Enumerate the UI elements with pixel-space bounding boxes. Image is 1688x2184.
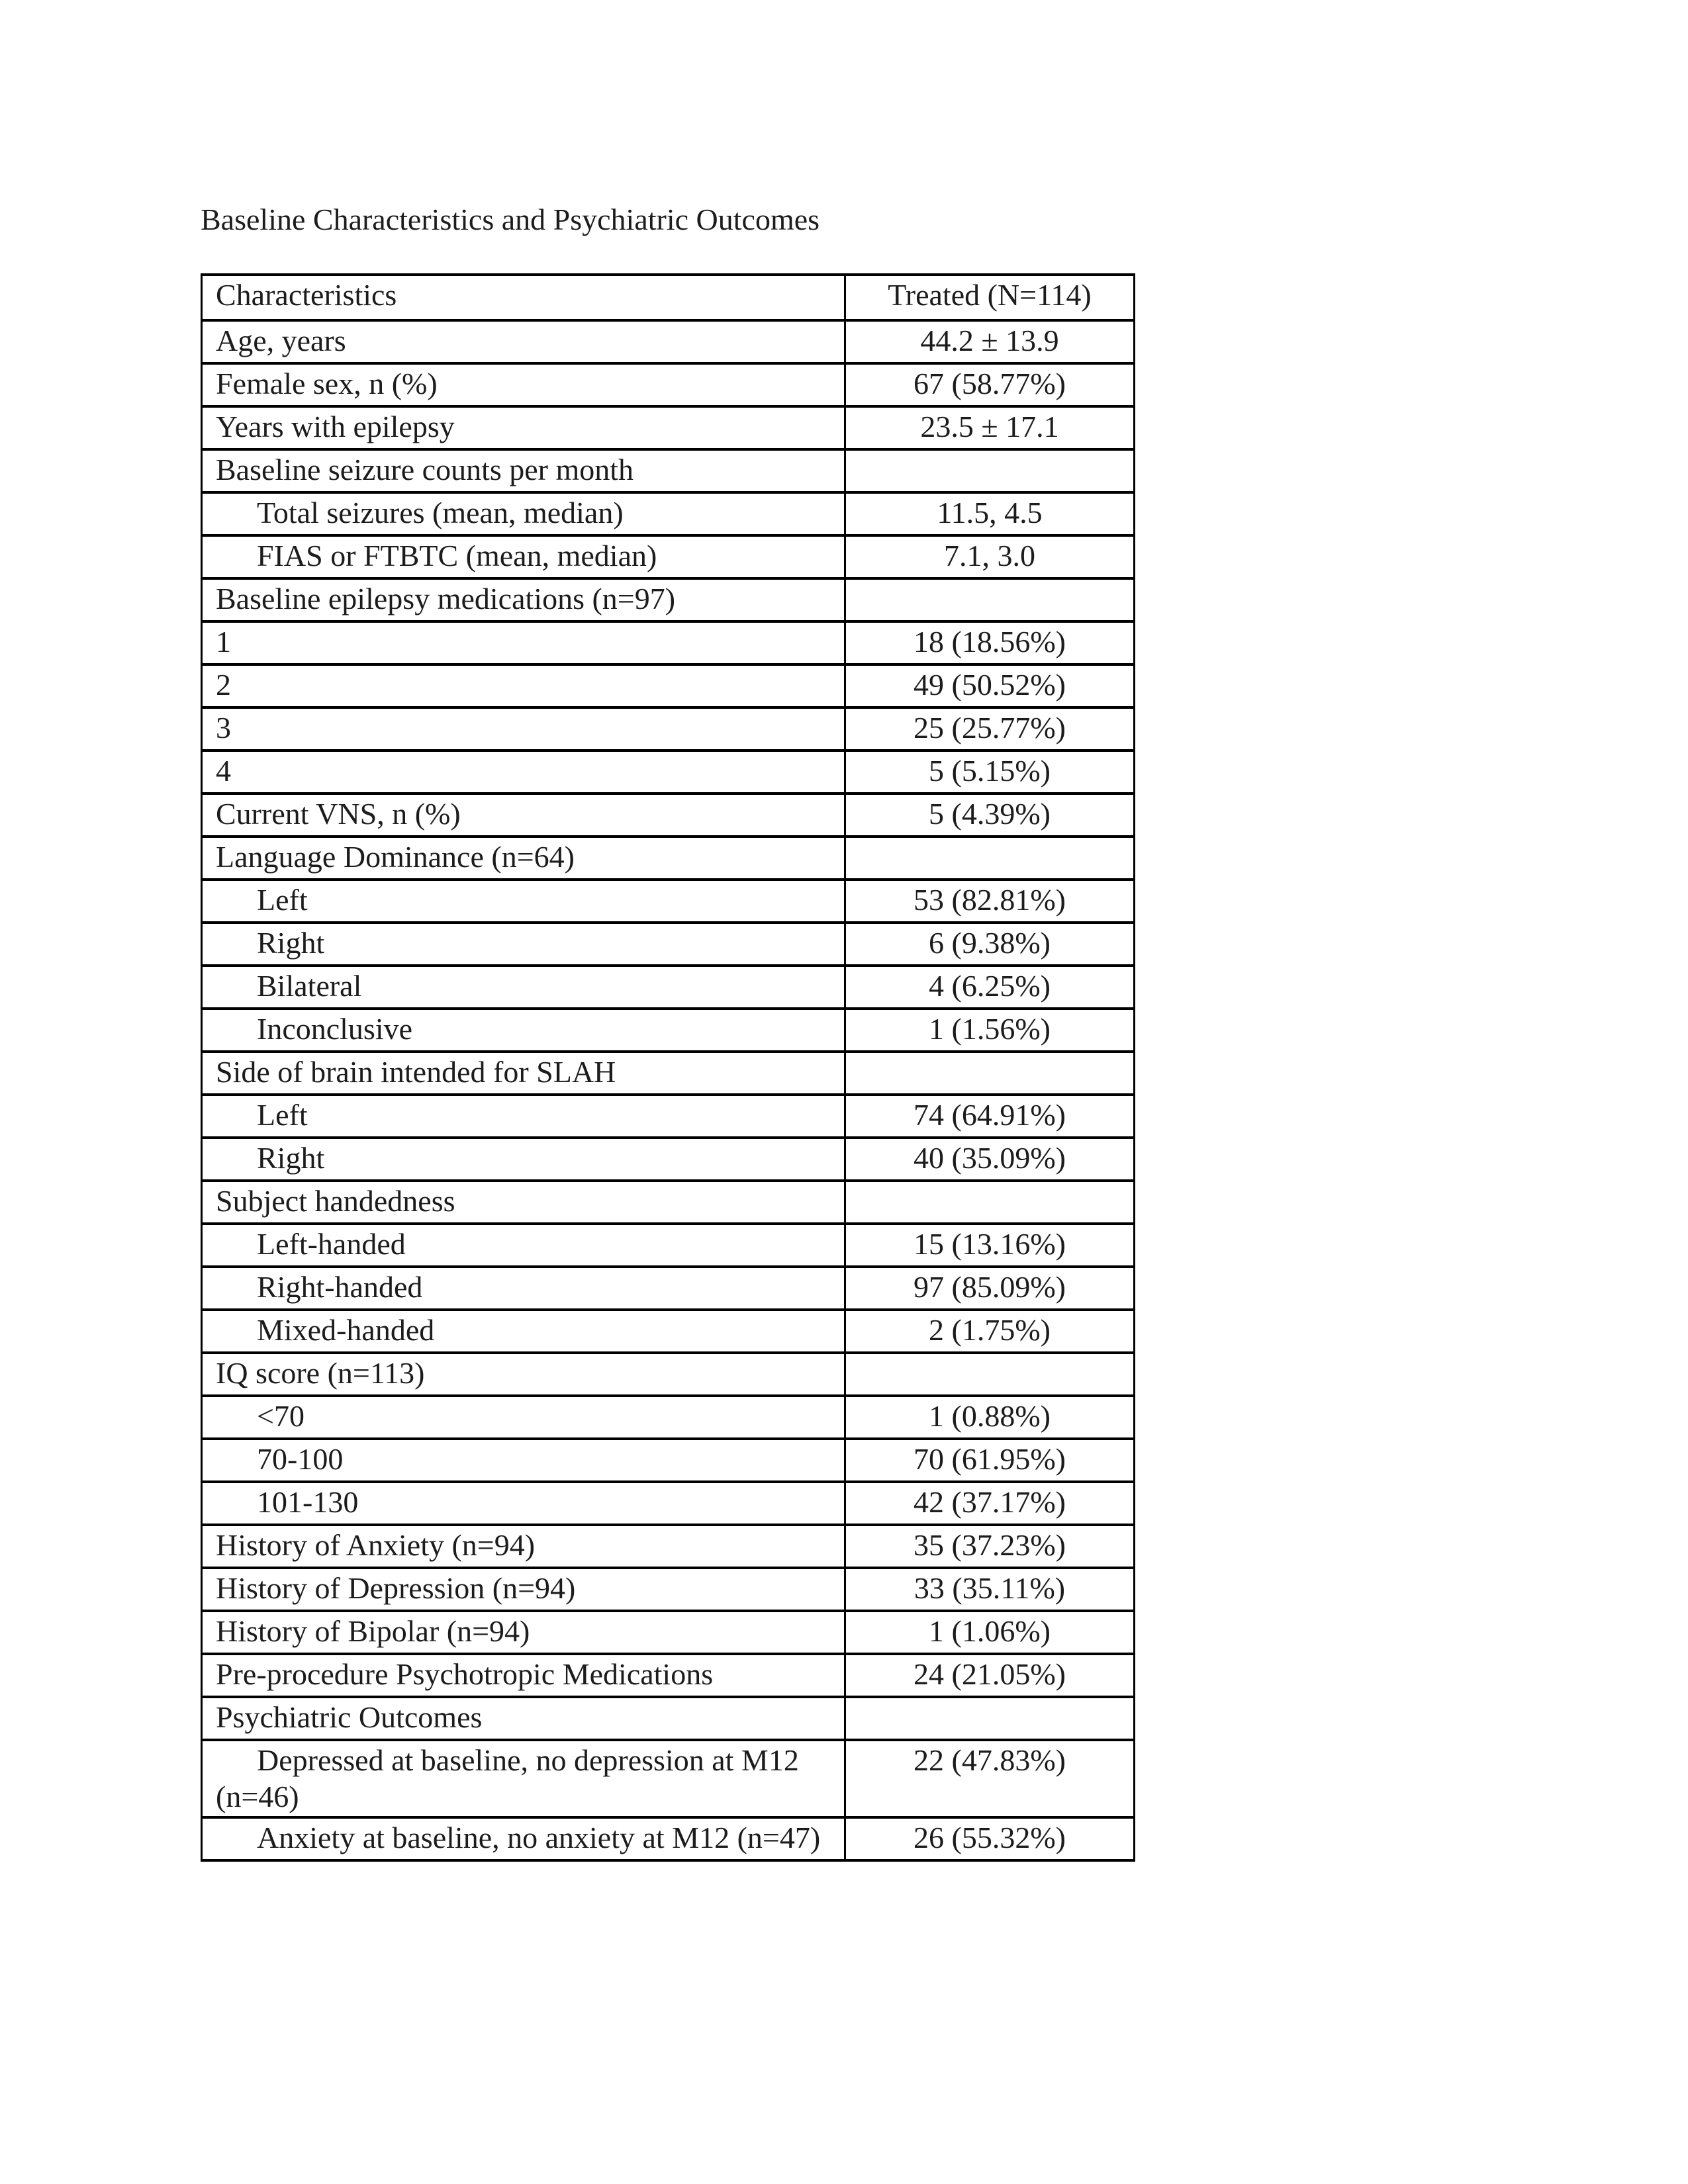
row-value-cell: 23.5 ± 17.1 [845, 406, 1135, 449]
row-value-cell: 2 (1.75%) [845, 1310, 1135, 1353]
table-row [202, 966, 1135, 1009]
row-value-cell: 15 (13.16%) [845, 1224, 1135, 1267]
row-value-cell: 74 (64.91%) [845, 1095, 1135, 1138]
row-value-cell: 40 (35.09%) [845, 1138, 1135, 1181]
table-header-row [202, 275, 1135, 320]
row-label-cell: 3 [202, 707, 845, 751]
column-header-characteristics: Characteristics [202, 275, 845, 320]
table-row [202, 1353, 1135, 1396]
row-label-cell: Right-handed [202, 1267, 845, 1310]
column-header-treated: Treated (N=114) [845, 275, 1135, 320]
row-value-cell: 53 (82.81%) [845, 880, 1135, 923]
row-label-cell: Bilateral [202, 966, 845, 1009]
row-label-cell: <70 [202, 1396, 845, 1439]
table-row [202, 406, 1135, 449]
row-label-cell: Mixed-handed [202, 1310, 845, 1353]
row-value-cell: 5 (5.15%) [845, 751, 1135, 794]
row-label-cell: Pre-procedure Psychotropic Medications [202, 1654, 845, 1697]
table-row [202, 363, 1135, 406]
row-value-cell: 49 (50.52%) [845, 664, 1135, 707]
row-value-cell: 42 (37.17%) [845, 1482, 1135, 1525]
row-label-cell: History of Bipolar (n=94) [202, 1611, 845, 1654]
row-value-cell: 33 (35.11%) [845, 1568, 1135, 1611]
row-label-cell: Anxiety at baseline, no anxiety at M12 (n=47) [202, 1817, 845, 1860]
row-value-cell: 1 (1.06%) [845, 1611, 1135, 1654]
row-value-cell [845, 449, 1135, 492]
table-row [202, 535, 1135, 578]
table-row [202, 707, 1135, 751]
table-row [202, 837, 1135, 880]
row-label-cell: Right [202, 923, 845, 966]
table-row [202, 923, 1135, 966]
table-row [202, 751, 1135, 794]
table-row [202, 794, 1135, 837]
row-label-cell: Baseline epilepsy medications (n=97) [202, 578, 845, 621]
table-row [202, 1095, 1135, 1138]
row-value-cell: 1 (0.88%) [845, 1396, 1135, 1439]
row-label-cell: Depressed at baseline, no depression at M12 (n=46) [202, 1740, 845, 1817]
row-label-cell: Left [202, 880, 845, 923]
characteristics-table [201, 273, 1135, 1862]
row-label-cell: Side of brain intended for SLAH [202, 1052, 845, 1095]
row-label-cell: Left-handed [202, 1224, 845, 1267]
row-label-cell: Psychiatric Outcomes [202, 1697, 845, 1740]
table-row [202, 1740, 1135, 1817]
row-label-cell: Subject handedness [202, 1181, 845, 1224]
row-value-cell: 5 (4.39%) [845, 794, 1135, 837]
table-row [202, 492, 1135, 535]
row-label-cell: Current VNS, n (%) [202, 794, 845, 837]
row-value-cell: 1 (1.56%) [845, 1009, 1135, 1052]
row-value-cell [845, 1353, 1135, 1396]
row-value-cell: 70 (61.95%) [845, 1439, 1135, 1482]
row-label-cell: Right [202, 1138, 845, 1181]
table-row [202, 1697, 1135, 1740]
row-label-cell: 4 [202, 751, 845, 794]
table-row [202, 1052, 1135, 1095]
table-row [202, 1525, 1135, 1568]
page-title: Baseline Characteristics and Psychiatric Outcomes [201, 203, 820, 236]
row-value-cell: 22 (47.83%) [845, 1740, 1135, 1817]
row-value-cell [845, 1052, 1135, 1095]
table-row [202, 621, 1135, 664]
row-value-cell [845, 578, 1135, 621]
row-label-cell: Female sex, n (%) [202, 363, 845, 406]
row-label-cell: Left [202, 1095, 845, 1138]
row-label-cell: Language Dominance (n=64) [202, 837, 845, 880]
table-body [202, 320, 1135, 1860]
row-label-cell: Total seizures (mean, median) [202, 492, 845, 535]
table-row [202, 664, 1135, 707]
table-row [202, 1396, 1135, 1439]
row-label-cell: 1 [202, 621, 845, 664]
row-value-cell: 97 (85.09%) [845, 1267, 1135, 1310]
table-row [202, 1654, 1135, 1697]
row-value-cell: 26 (55.32%) [845, 1817, 1135, 1860]
row-label-cell: IQ score (n=113) [202, 1353, 845, 1396]
row-value-cell [845, 1697, 1135, 1740]
table-row [202, 578, 1135, 621]
row-label-cell: History of Anxiety (n=94) [202, 1525, 845, 1568]
table-row [202, 1439, 1135, 1482]
row-value-cell [845, 837, 1135, 880]
row-value-cell: 24 (21.05%) [845, 1654, 1135, 1697]
table-row [202, 1611, 1135, 1654]
row-label-cell: History of Depression (n=94) [202, 1568, 845, 1611]
row-label-cell: Years with epilepsy [202, 406, 845, 449]
table-row [202, 320, 1135, 363]
row-value-cell: 67 (58.77%) [845, 363, 1135, 406]
table-row [202, 1181, 1135, 1224]
table-row [202, 1138, 1135, 1181]
row-value-cell: 35 (37.23%) [845, 1525, 1135, 1568]
table-row [202, 1568, 1135, 1611]
table-row [202, 449, 1135, 492]
table-row [202, 1009, 1135, 1052]
row-value-cell: 18 (18.56%) [845, 621, 1135, 664]
row-label-cell: 2 [202, 664, 845, 707]
row-value-cell: 7.1, 3.0 [845, 535, 1135, 578]
row-value-cell: 11.5, 4.5 [845, 492, 1135, 535]
table-row [202, 1482, 1135, 1525]
row-label-cell: Inconclusive [202, 1009, 845, 1052]
table-row [202, 1224, 1135, 1267]
table-row [202, 1310, 1135, 1353]
row-label-cell: Baseline seizure counts per month [202, 449, 845, 492]
row-label-cell: 101-130 [202, 1482, 845, 1525]
row-label-cell: 70-100 [202, 1439, 845, 1482]
row-value-cell: 25 (25.77%) [845, 707, 1135, 751]
table-row [202, 1817, 1135, 1860]
row-label-cell: Age, years [202, 320, 845, 363]
row-value-cell: 6 (9.38%) [845, 923, 1135, 966]
table-row [202, 1267, 1135, 1310]
row-value-cell [845, 1181, 1135, 1224]
table-row [202, 880, 1135, 923]
row-value-cell: 44.2 ± 13.9 [845, 320, 1135, 363]
row-value-cell: 4 (6.25%) [845, 966, 1135, 1009]
row-label-cell: FIAS or FTBTC (mean, median) [202, 535, 845, 578]
